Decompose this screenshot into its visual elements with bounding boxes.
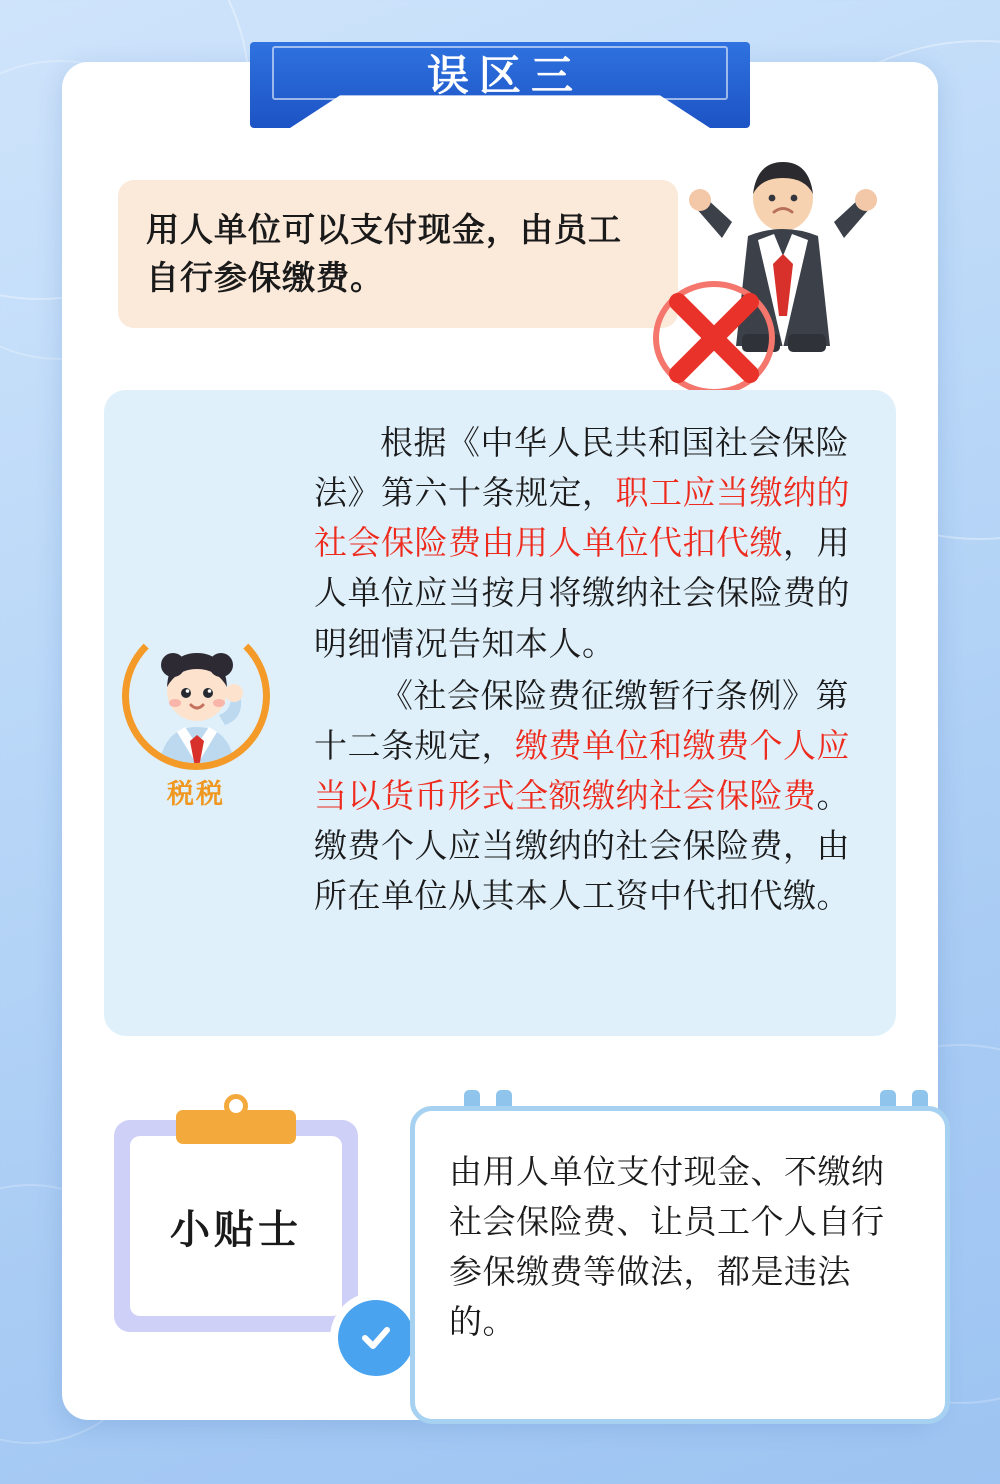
mascot-name: 税税	[167, 779, 225, 809]
paragraph-1-pre: 根据《中华人民共和国社会保险法》第六十条规定，	[314, 424, 849, 512]
content-paragraph-2	[314, 671, 862, 922]
paragraph-2-post: 。缴费个人应当缴纳的社会保险费，由所在单位从其本人工资中代扣代缴。	[314, 777, 850, 915]
tips-box	[410, 1106, 950, 1424]
check-circle-icon	[338, 1300, 414, 1376]
myth-statement-text: 用人单位可以支付现金，由员工自行参保缴费。	[146, 211, 622, 296]
content-paragraph-1	[314, 418, 862, 669]
tips-clipboard	[114, 1102, 358, 1332]
myth-statement-box	[118, 180, 678, 328]
tax-girl-mascot-icon	[122, 622, 270, 770]
tips-text: 由用人单位支付现金、不缴纳社会保险费、让员工个人自行参保缴费等做法，都是违法的。	[449, 1153, 885, 1341]
paragraph-2-highlight: 缴费单位和缴费个人应当以货币形式全额缴纳社会保险费	[314, 726, 850, 815]
mascot	[118, 622, 278, 822]
paragraph-1-highlight: 职工应当缴纳的社会保险费由用人单位代扣代缴	[314, 474, 850, 562]
paragraph-1-post: ，用人单位应当按月将缴纳社会保险费的明细情况告知本人。	[314, 524, 850, 662]
tips-label: 小贴士	[170, 1208, 302, 1252]
paragraph-2-pre: 《社会保险费征缴暂行条例》第十二条规定，	[314, 676, 849, 764]
page-title: 误区三	[426, 52, 583, 99]
red-cross-icon	[650, 272, 778, 400]
banner	[250, 42, 750, 128]
clipboard-ring-icon	[224, 1094, 248, 1118]
poster-card	[62, 52, 938, 1420]
